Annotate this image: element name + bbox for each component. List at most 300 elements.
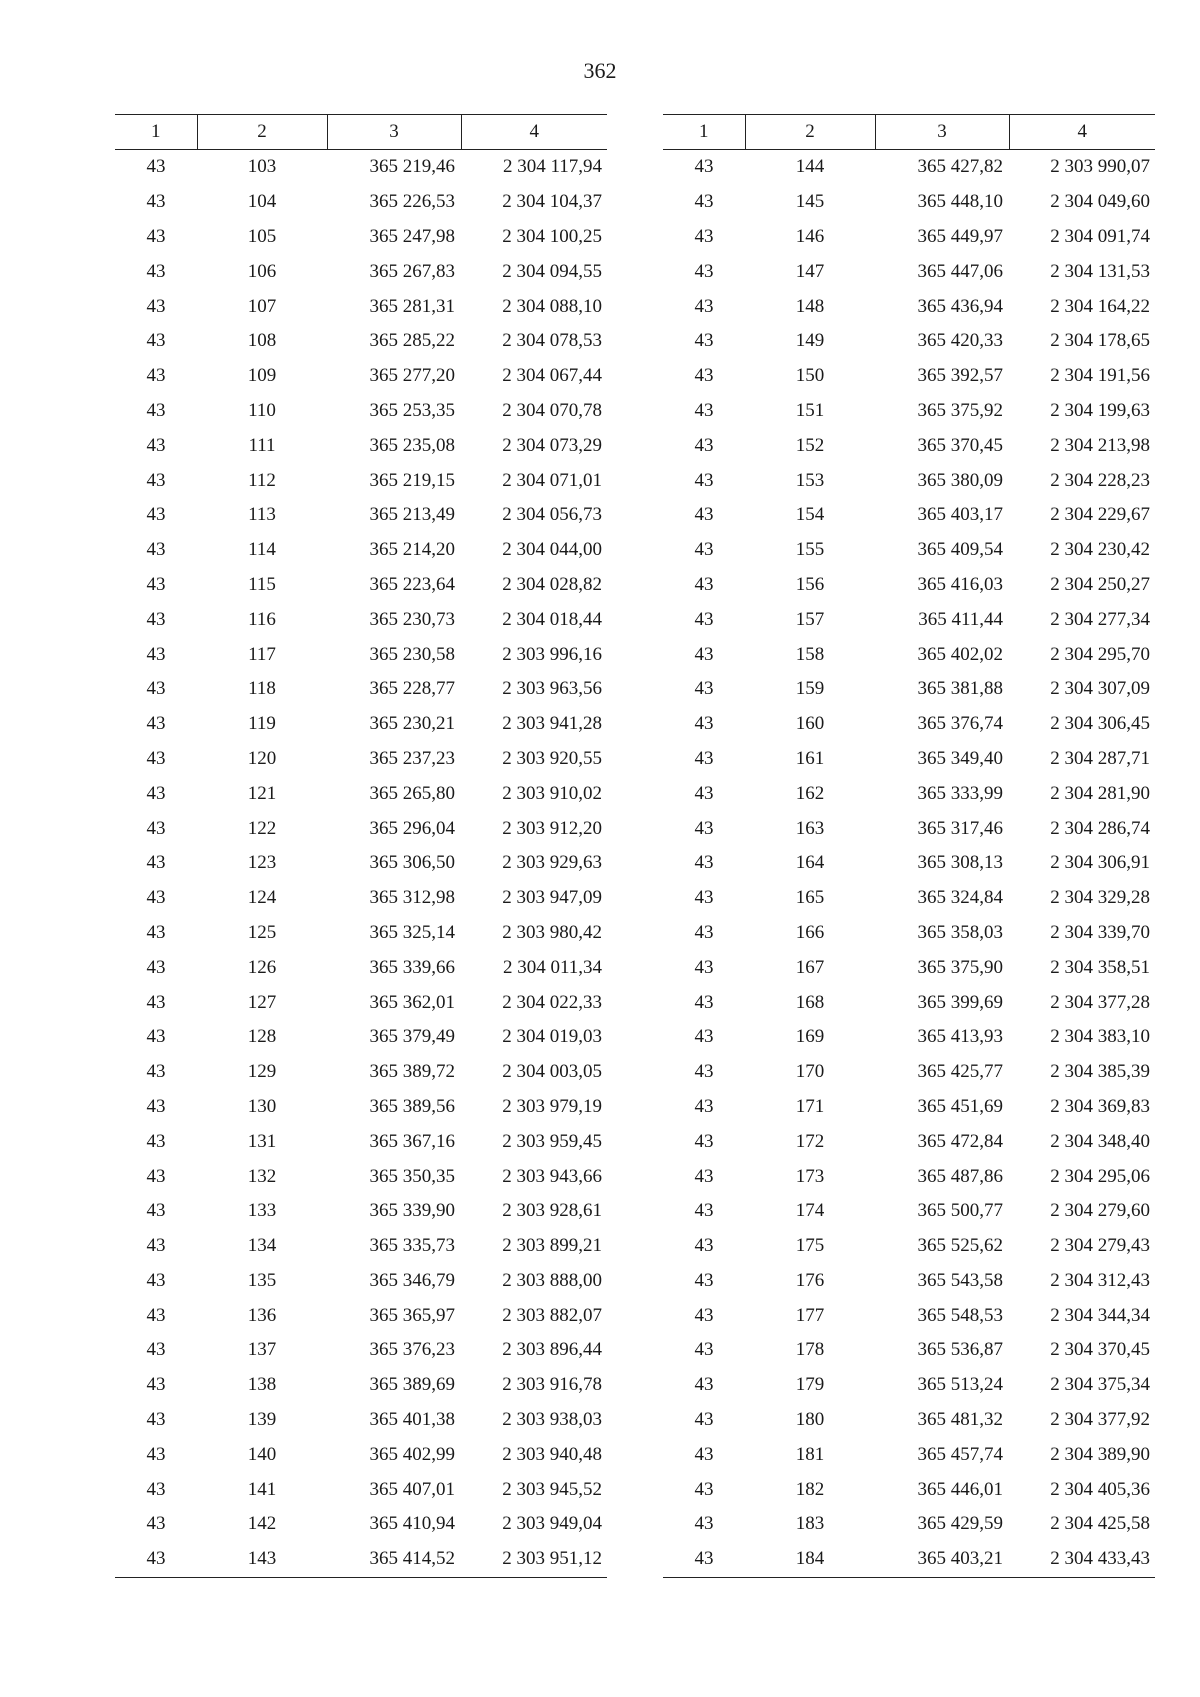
table-row [115,1333,607,1368]
x-coordinate-cell: 365 472,84 [917,1130,1003,1152]
y-coordinate-cell: 2 303 938,03 [502,1409,602,1431]
table-row [115,533,607,568]
table-row [115,254,607,289]
table-row [663,394,1155,429]
x-coordinate-cell: 365 399,69 [917,991,1003,1013]
y-coordinate-cell: 2 304 312,43 [1050,1269,1150,1291]
y-coordinate-cell: 2 304 100,25 [502,225,602,247]
table-row [115,707,607,742]
y-coordinate-cell: 2 304 375,34 [1050,1374,1150,1396]
point-number-cell: 142 [247,1513,277,1535]
point-number-cell: 179 [795,1374,825,1396]
y-coordinate-cell: 2 304 088,10 [502,295,602,317]
table-row [663,1229,1155,1264]
point-number-cell: 151 [795,399,825,421]
x-coordinate-cell: 365 281,31 [369,295,455,317]
point-number-cell: 114 [248,539,276,561]
table-row [663,463,1155,498]
x-coordinate-cell: 365 429,59 [917,1513,1003,1535]
table-row [115,1194,607,1229]
y-coordinate-cell: 2 304 358,51 [1050,956,1150,978]
table-row [115,1472,607,1507]
table-row [663,254,1155,289]
zone-number-cell: 43 [146,156,166,178]
zone-number-cell: 43 [694,1513,714,1535]
table-row [115,881,607,916]
zone-number-cell: 43 [694,1478,714,1500]
y-coordinate-cell: 2 304 370,45 [1050,1339,1150,1361]
table-row [115,637,607,672]
point-number-cell: 167 [795,956,825,978]
point-number-cell: 106 [247,260,277,282]
zone-number-cell: 43 [146,365,166,387]
y-coordinate-cell: 2 303 943,66 [502,1165,602,1187]
point-number-cell: 146 [795,225,825,247]
table-row [663,1264,1155,1299]
y-coordinate-cell: 2 304 070,78 [502,399,602,421]
point-number-cell: 109 [247,365,277,387]
zone-number-cell: 43 [694,469,714,491]
zone-number-cell: 43 [146,330,166,352]
y-coordinate-cell: 2 304 049,60 [1050,191,1150,213]
x-coordinate-cell: 365 339,66 [369,956,455,978]
y-coordinate-cell: 2 304 433,43 [1009,1542,1155,1577]
y-coordinate-cell: 2 304 344,34 [1050,1304,1150,1326]
point-number-cell: 125 [247,921,277,943]
column-header: 2 [745,115,875,150]
table-row [115,602,607,637]
y-coordinate-cell: 2 303 888,00 [502,1269,602,1291]
y-coordinate-cell: 2 304 229,67 [1050,504,1150,526]
y-coordinate-cell: 2 304 339,70 [1050,921,1150,943]
zone-number-cell: 43 [146,1409,166,1431]
table-row [663,220,1155,255]
x-coordinate-cell: 365 350,35 [369,1165,455,1187]
table-row [115,1229,607,1264]
y-coordinate-cell: 2 303 899,21 [502,1235,602,1257]
point-number-cell: 140 [247,1443,277,1465]
zone-number-cell: 43 [146,399,166,421]
x-coordinate-cell: 365 235,08 [369,434,455,456]
y-coordinate-cell: 2 303 951,12 [461,1542,607,1577]
column-header: 3 [875,115,1009,150]
zone-number-cell: 43 [146,1304,166,1326]
zone-number-cell: 43 [146,1061,166,1083]
x-coordinate-cell: 365 403,17 [917,504,1003,526]
x-coordinate-cell: 365 333,99 [917,782,1003,804]
point-number-cell: 162 [795,782,825,804]
zone-number-cell: 43 [694,713,714,735]
table-row [663,637,1155,672]
table-row [115,150,607,185]
table-row [115,1020,607,1055]
x-coordinate-cell: 365 513,24 [917,1374,1003,1396]
point-number-cell: 128 [247,1026,277,1048]
x-coordinate-cell: 365 425,77 [917,1061,1003,1083]
table-row [663,1298,1155,1333]
x-coordinate-cell: 365 312,98 [369,887,455,909]
zone-number-cell: 43 [146,643,166,665]
point-number-cell: 144 [795,156,825,178]
x-coordinate-cell: 365 402,99 [369,1443,455,1465]
zone-number-cell: 43 [694,1095,714,1117]
y-coordinate-cell: 2 304 018,44 [502,608,602,630]
table-row [115,811,607,846]
zone-number-cell: 43 [694,1061,714,1083]
table-row [663,1159,1155,1194]
zone-number-cell: 43 [694,1374,714,1396]
zone-number-cell: 43 [694,365,714,387]
y-coordinate-cell: 2 304 277,34 [1050,608,1150,630]
zone-number-cell: 43 [146,921,166,943]
point-number-cell: 108 [247,330,277,352]
zone-number-cell: 43 [694,399,714,421]
point-number-cell: 107 [247,295,277,317]
coordinates-table-right [663,114,1155,1578]
x-coordinate-cell: 365 223,64 [369,573,455,595]
zone-number-cell: 43 [694,852,714,874]
table-row [663,359,1155,394]
zone-number-cell: 43 [115,1542,197,1577]
point-number-cell: 123 [247,852,277,874]
point-number-cell: 110 [248,399,276,421]
zone-number-cell: 43 [694,434,714,456]
table-row [115,1159,607,1194]
table-row [115,428,607,463]
y-coordinate-cell: 2 303 920,55 [502,747,602,769]
y-coordinate-cell: 2 304 307,09 [1050,678,1150,700]
x-coordinate-cell: 365 416,03 [917,573,1003,595]
y-coordinate-cell: 2 304 199,63 [1050,399,1150,421]
point-number-cell: 121 [247,782,277,804]
point-number-cell: 165 [795,887,825,909]
zone-number-cell: 43 [146,1443,166,1465]
point-number-cell: 180 [795,1409,825,1431]
x-coordinate-cell: 365 481,32 [917,1409,1003,1431]
x-coordinate-cell: 365 362,01 [369,991,455,1013]
page-number: 362 [583,58,617,83]
table-row [115,1368,607,1403]
table-row [115,846,607,881]
x-coordinate-cell: 365 214,20 [369,539,455,561]
table-row [663,776,1155,811]
point-number-cell: 131 [247,1130,277,1152]
y-coordinate-cell: 2 303 896,44 [502,1339,602,1361]
point-number-cell: 177 [795,1304,825,1326]
table-row [663,289,1155,324]
point-number-cell: 119 [248,713,276,735]
y-coordinate-cell: 2 303 979,19 [502,1095,602,1117]
y-coordinate-cell: 2 304 164,22 [1050,295,1150,317]
x-coordinate-cell: 365 447,06 [917,260,1003,282]
y-coordinate-cell: 2 304 178,65 [1050,330,1150,352]
zone-number-cell: 43 [146,1026,166,1048]
x-coordinate-cell: 365 376,74 [917,713,1003,735]
x-coordinate-cell: 365 226,53 [369,191,455,213]
y-coordinate-cell: 2 304 383,10 [1050,1026,1150,1048]
zone-number-cell: 43 [146,260,166,282]
y-coordinate-cell: 2 303 882,07 [502,1304,602,1326]
table-row [115,394,607,429]
point-number-cell: 157 [795,608,825,630]
x-coordinate-cell: 365 410,94 [369,1513,455,1535]
point-number-cell: 111 [248,434,276,456]
zone-number-cell: 43 [146,991,166,1013]
point-number-cell: 129 [247,1061,277,1083]
point-number-cell: 112 [248,469,276,491]
y-coordinate-cell: 2 304 281,90 [1050,782,1150,804]
x-coordinate-cell: 365 308,13 [917,852,1003,874]
zone-number-cell: 43 [146,1165,166,1187]
table-row [663,498,1155,533]
x-coordinate-cell: 365 403,21 [875,1542,1009,1577]
point-number-cell: 164 [795,852,825,874]
zone-number-cell: 43 [146,1478,166,1500]
x-coordinate-cell: 365 380,09 [917,469,1003,491]
x-coordinate-cell: 365 346,79 [369,1269,455,1291]
table-row [663,881,1155,916]
table-row [115,1055,607,1090]
point-number-cell: 170 [795,1061,825,1083]
point-number-cell: 120 [247,747,277,769]
table-row [115,1264,607,1299]
y-coordinate-cell: 2 304 295,70 [1050,643,1150,665]
y-coordinate-cell: 2 304 329,28 [1050,887,1150,909]
zone-number-cell: 43 [146,539,166,561]
y-coordinate-cell: 2 303 980,42 [502,921,602,943]
zone-number-cell: 43 [146,608,166,630]
y-coordinate-cell: 2 303 949,04 [502,1513,602,1535]
table-row [663,1090,1155,1125]
y-coordinate-cell: 2 303 912,20 [502,817,602,839]
zone-number-cell: 43 [694,295,714,317]
table-row [663,707,1155,742]
x-coordinate-cell: 365 548,53 [917,1304,1003,1326]
y-coordinate-cell: 2 304 279,43 [1050,1235,1150,1257]
table-row [663,428,1155,463]
x-coordinate-cell: 365 446,01 [917,1478,1003,1500]
table-row [115,1403,607,1438]
y-coordinate-cell: 2 304 028,82 [502,573,602,595]
y-coordinate-cell: 2 304 389,90 [1050,1443,1150,1465]
y-coordinate-cell: 2 303 940,48 [502,1443,602,1465]
point-number-cell: 159 [795,678,825,700]
zone-number-cell: 43 [146,1130,166,1152]
table-row [663,1055,1155,1090]
y-coordinate-cell: 2 304 078,53 [502,330,602,352]
table-header-row [663,115,1155,150]
x-coordinate-cell: 365 411,44 [918,608,1003,630]
table-row [115,776,607,811]
x-coordinate-cell: 365 265,80 [369,782,455,804]
table-row [115,359,607,394]
zone-number-cell: 43 [694,1339,714,1361]
zone-number-cell: 43 [694,1026,714,1048]
x-coordinate-cell: 365 413,93 [917,1026,1003,1048]
point-number-cell: 181 [795,1443,825,1465]
table-row [663,1020,1155,1055]
zone-number-cell: 43 [694,1200,714,1222]
zone-number-cell: 43 [694,260,714,282]
y-coordinate-cell: 2 304 191,56 [1050,365,1150,387]
x-coordinate-cell: 365 536,87 [917,1339,1003,1361]
point-number-cell: 148 [795,295,825,317]
column-header: 1 [663,115,745,150]
point-number-cell: 143 [197,1542,327,1577]
x-coordinate-cell: 365 277,20 [369,365,455,387]
point-number-cell: 139 [247,1409,277,1431]
y-coordinate-cell: 2 304 117,94 [502,156,602,178]
y-coordinate-cell: 2 303 916,78 [502,1374,602,1396]
x-coordinate-cell: 365 376,23 [369,1339,455,1361]
y-coordinate-cell: 2 303 910,02 [502,782,602,804]
point-number-cell: 174 [795,1200,825,1222]
y-coordinate-cell: 2 304 377,28 [1050,991,1150,1013]
coordinates-table-left [115,114,607,1578]
x-coordinate-cell: 365 381,88 [917,678,1003,700]
x-coordinate-cell: 365 402,02 [917,643,1003,665]
point-number-cell: 118 [248,678,276,700]
y-coordinate-cell: 2 303 945,52 [502,1478,602,1500]
table-row [115,672,607,707]
table-row [663,1507,1155,1542]
zone-number-cell: 43 [694,921,714,943]
x-coordinate-cell: 365 306,50 [369,852,455,874]
point-number-cell: 134 [247,1235,277,1257]
table-row [663,568,1155,603]
y-coordinate-cell: 2 304 306,45 [1050,713,1150,735]
point-number-cell: 115 [248,573,276,595]
point-number-cell: 117 [248,643,276,665]
x-coordinate-cell: 365 451,69 [917,1095,1003,1117]
zone-number-cell: 43 [694,573,714,595]
table-row [115,1090,607,1125]
zone-number-cell: 43 [694,1130,714,1152]
x-coordinate-cell: 365 389,69 [369,1374,455,1396]
x-coordinate-cell: 365 401,38 [369,1409,455,1431]
zone-number-cell: 43 [146,434,166,456]
zone-number-cell: 43 [694,539,714,561]
point-number-cell: 176 [795,1269,825,1291]
table-row [115,916,607,951]
y-coordinate-cell: 2 304 094,55 [502,260,602,282]
x-coordinate-cell: 365 449,97 [917,225,1003,247]
point-number-cell: 152 [795,434,825,456]
table-row [115,1542,607,1577]
x-coordinate-cell: 365 525,62 [917,1235,1003,1257]
table-row [663,1368,1155,1403]
table-row [663,533,1155,568]
x-coordinate-cell: 365 358,03 [917,921,1003,943]
point-number-cell: 156 [795,573,825,595]
zone-number-cell: 43 [694,1443,714,1465]
point-number-cell: 127 [247,991,277,1013]
zone-number-cell: 43 [146,573,166,595]
y-coordinate-cell: 2 304 011,34 [502,956,602,978]
table-row [663,1124,1155,1159]
zone-number-cell: 43 [146,782,166,804]
x-coordinate-cell: 365 420,33 [917,330,1003,352]
table-row [663,916,1155,951]
x-coordinate-cell: 365 237,23 [369,747,455,769]
table-row [115,1507,607,1542]
point-number-cell: 175 [795,1235,825,1257]
x-coordinate-cell: 365 349,40 [917,747,1003,769]
zone-number-cell: 43 [694,330,714,352]
zone-number-cell: 43 [146,713,166,735]
zone-number-cell: 43 [146,1339,166,1361]
y-coordinate-cell: 2 304 104,37 [502,191,602,213]
point-number-cell: 145 [795,191,825,213]
table-row [115,1298,607,1333]
y-coordinate-cell: 2 304 369,83 [1050,1095,1150,1117]
point-number-cell: 155 [795,539,825,561]
x-coordinate-cell: 365 219,15 [369,469,455,491]
x-coordinate-cell: 365 375,90 [917,956,1003,978]
table-row [663,811,1155,846]
point-number-cell: 178 [795,1339,825,1361]
x-coordinate-cell: 365 325,14 [369,921,455,943]
zone-number-cell: 43 [694,747,714,769]
point-number-cell: 116 [248,608,276,630]
point-number-cell: 160 [795,713,825,735]
zone-number-cell: 43 [694,782,714,804]
y-coordinate-cell: 2 304 250,27 [1050,573,1150,595]
table-row [663,672,1155,707]
x-coordinate-cell: 365 448,10 [917,191,1003,213]
y-coordinate-cell: 2 303 947,09 [502,887,602,909]
point-number-cell: 163 [795,817,825,839]
zone-number-cell: 43 [694,608,714,630]
y-coordinate-cell: 2 303 929,63 [502,852,602,874]
y-coordinate-cell: 2 304 230,42 [1050,539,1150,561]
zone-number-cell: 43 [146,469,166,491]
y-coordinate-cell: 2 303 928,61 [502,1200,602,1222]
column-header: 2 [197,115,327,150]
table-row [115,1124,607,1159]
y-coordinate-cell: 2 304 286,74 [1050,817,1150,839]
zone-number-cell: 43 [146,1235,166,1257]
table-row [663,150,1155,185]
zone-number-cell: 43 [146,295,166,317]
y-coordinate-cell: 2 304 071,01 [502,469,602,491]
zone-number-cell: 43 [694,887,714,909]
y-coordinate-cell: 2 304 348,40 [1050,1130,1150,1152]
point-number-cell: 103 [247,156,277,178]
x-coordinate-cell: 365 247,98 [369,225,455,247]
x-coordinate-cell: 365 230,73 [369,608,455,630]
point-number-cell: 147 [795,260,825,282]
point-number-cell: 153 [795,469,825,491]
point-number-cell: 137 [247,1339,277,1361]
y-coordinate-cell: 2 304 306,91 [1050,852,1150,874]
y-coordinate-cell: 2 304 044,00 [502,539,602,561]
zone-number-cell: 43 [146,747,166,769]
zone-number-cell: 43 [146,1269,166,1291]
x-coordinate-cell: 365 367,16 [369,1130,455,1152]
point-number-cell: 172 [795,1130,825,1152]
x-coordinate-cell: 365 335,73 [369,1235,455,1257]
x-coordinate-cell: 365 230,58 [369,643,455,665]
x-coordinate-cell: 365 389,56 [369,1095,455,1117]
x-coordinate-cell: 365 436,94 [917,295,1003,317]
table-row [115,220,607,255]
point-number-cell: 104 [247,191,277,213]
point-number-cell: 132 [247,1165,277,1187]
zone-number-cell: 43 [146,887,166,909]
table-row [663,846,1155,881]
zone-number-cell: 43 [694,156,714,178]
